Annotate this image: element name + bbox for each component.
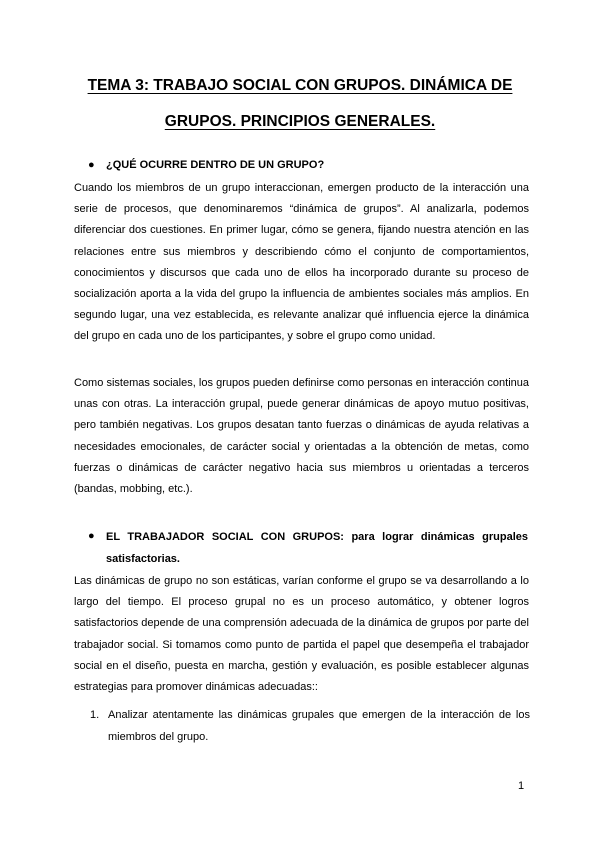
list-item [90,705,530,748]
title-line-2: GRUPOS. PRINCIPIOS GENERALES. [164,113,436,130]
paragraph: Como sistemas sociales, los grupos pueden definirse como personas en interacción continua unas con otras. La interacción grupal, puede generar dinámicas de apoyo mutuo positivas, pero también negativas. Los grupos desatan tanto fuerzas o dinámicas de ayuda relativas a necesidades emocionales, de carácter social y orientadas a la obtención de metas, como fuerzas o dinámicas de carácter negativo hacia sus miembros u orientadas a terceros (bandas, mobbing, etc.). [74,377,529,496]
title-line-1: TEMA 3: TRABAJO SOCIAL CON GRUPOS. DINÁMICA DE [87,77,513,94]
section-heading: ¿QUÉ OCURRE DENTRO DE UN GRUPO? [106,159,325,171]
paragraph: Las dinámicas de grupo no son estáticas, varían conforme el grupo se va desarrollando a lo largo del tiempo. El proceso grupal no es un proceso automático, y obtener logros satisfactorios depende de una comprensión adecuada de la dinámica de grupos por parte del trabajador social. Si tomamos como punto de partida el papel que desempeña el trabajador social en el diseño, puesta en marcha, gestión y evaluación, es posible establecer algunas estrategias para promover dinámicas adecuadas:: [74,575,529,694]
section-heading: EL TRABAJADOR SOCIAL CON GRUPOS: para lograr dinámicas grupales satisfactorias. [106,531,528,565]
list-item-number: 1. [90,709,100,721]
page-number: 1 [518,780,525,792]
paragraph: Cuando los miembros de un grupo interaccionan, emergen producto de la interacción una serie de procesos, que denominaremos “dinámica de grupos”. Al analizarla, podemos diferenciar dos cuestiones. En primer lugar, cómo se genera, fijando nuestra atención en las relaciones entre sus miembros y describiendo cómo el conjunto de comportamientos, conocimientos y discursos que cada uno de ellos ha incorporado durante su proceso de socialización aporta a la vida del grupo la influencia de ambientes sociales más amplios. En segundo lugar, una vez establecida, es relevante analizar qué influencia ejerce la dinámica del grupo en cada uno de los participantes, y sobre el grupo como unidad. [74,182,529,343]
bullet-icon: ● [88,530,95,542]
document-title [74,68,526,140]
bullet-icon: ● [88,159,95,171]
list-item-text: Analizar atentamente las dinámicas grupales que emergen de la interacción de los miembros del grupo. [108,709,530,743]
